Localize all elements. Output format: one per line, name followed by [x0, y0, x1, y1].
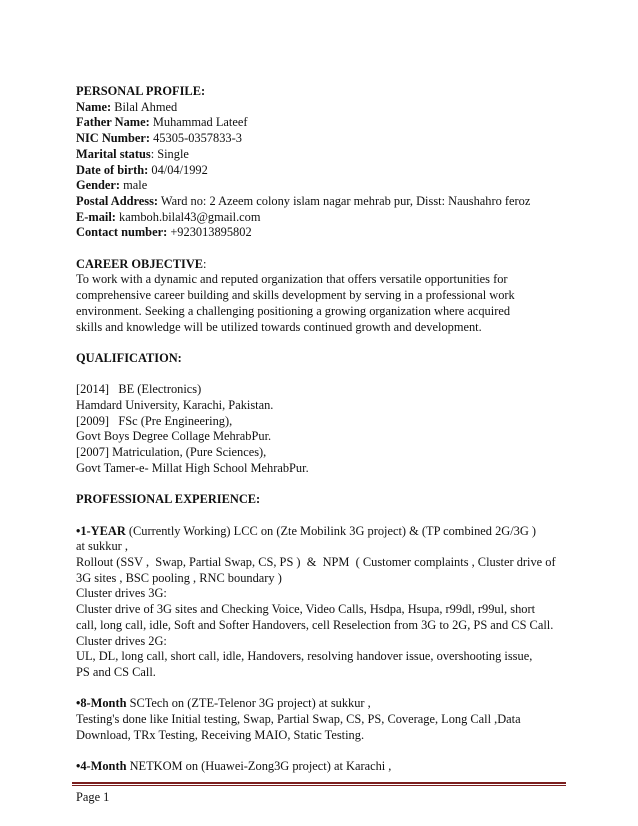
footer-divider — [72, 782, 566, 786]
father-name-row: Father Name: Muhammad Lateef — [76, 115, 248, 130]
job-2-line: Testing's done like Initial testing, Swap, Partial Swap, CS, PS, Coverage, Long Call ,Data — [76, 712, 521, 727]
job-3-title: •4-Month NETKOM on (Huawei-Zong3G project) at Karachi , — [76, 759, 392, 774]
job-1-line: Rollout (SSV , Swap, Partial Swap, CS, PS ) & NPM ( Customer complaints , Cluster drive of — [76, 555, 556, 570]
job-1-line: at sukkur , — [76, 539, 128, 554]
spacer — [76, 335, 576, 351]
qualification-line: Govt Boys Degree Collage MehrabPur. — [76, 429, 272, 444]
qualification-line: Govt Tamer-e- Millat High School MehrabPur. — [76, 460, 309, 475]
postal-address-row: Postal Address: Ward no: 2 Azeem colony islam nagar mehrab pur, Disst: Naushahro feroz — [76, 193, 531, 208]
spacer — [76, 508, 576, 524]
job-1-line: Cluster drives 2G: — [76, 633, 167, 648]
job-1-line: PS and CS Call. — [76, 664, 156, 679]
qualification-line: [2007] Matriculation, (Pure Sciences), — [76, 445, 267, 460]
career-line: environment. Seeking a challenging positioning a growing organization where acquired — [76, 303, 511, 318]
qualification-line: [2009] FSc (Pre Engineering), — [76, 413, 233, 428]
career-line: skills and knowledge will be utilized towards continued growth and development. — [76, 319, 482, 334]
job-2-title: •8-Month SCTech on (ZTE-Telenor 3G project) at sukkur , — [76, 696, 371, 711]
resume-content — [76, 84, 576, 775]
experience-heading: PROFESSIONAL EXPERIENCE: — [76, 492, 261, 507]
marital-row: Marital status: Single — [76, 146, 189, 161]
spacer — [76, 743, 576, 759]
qualification-line: Hamdard University, Karachi, Pakistan. — [76, 398, 274, 413]
qualification-line: [2014] BE (Electronics) — [76, 382, 202, 397]
job-1-line: UL, DL, long call, short call, idle, Handovers, resolving handover issue, overshooting issue, — [76, 649, 533, 664]
personal-profile-heading: PERSONAL PROFILE: — [76, 84, 206, 98]
bullet-icon: • — [76, 523, 81, 538]
career-line: comprehensive career building and skills development by serving in a professional work — [76, 288, 515, 303]
qualification-heading: QUALIFICATION: — [76, 350, 182, 365]
nic-row: NIC Number: 45305-0357833-3 — [76, 131, 242, 146]
job-1-line: 3G sites , BSC pooling , RNC boundary ) — [76, 570, 282, 585]
email-link[interactable]: kamboh.bilal43@gmail.com — [119, 209, 261, 224]
career-line: To work with a dynamic and reputed organization that offers versatile opportunities for — [76, 272, 508, 287]
spacer — [76, 681, 576, 697]
job-1-line: Cluster drive of 3G sites and Checking Voice, Video Calls, Hsdpa, Hsupa, r99dl, r99ul, short — [76, 602, 536, 617]
spacer — [76, 477, 576, 493]
job-1-line: call, long call, idle, Soft and Softer Handovers, cell Reselection from 3G to 2G, PS and CS Call. — [76, 617, 554, 632]
dob-row: Date of birth: 04/04/1992 — [76, 162, 208, 177]
page-number: Page 1 — [76, 790, 110, 804]
bullet-icon: • — [76, 759, 81, 774]
gender-row: Gender: male — [76, 178, 148, 193]
email-row: E-mail: kamboh.bilal43@gmail.com — [76, 209, 261, 224]
career-objective-heading: CAREER OBJECTIVE: — [76, 256, 207, 271]
job-2-line: Download, TRx Testing, Receiving MAIO, Static Testing. — [76, 727, 365, 742]
spacer — [76, 241, 576, 257]
name-row: Name: Bilal Ahmed — [76, 99, 178, 114]
bullet-icon: • — [76, 696, 81, 711]
contact-row: Contact number: +923013895802 — [76, 225, 252, 240]
job-1-line: Cluster drives 3G: — [76, 586, 167, 601]
spacer — [76, 367, 576, 383]
job-1-title: •1-YEAR (Currently Working) LCC on (Zte Mobilink 3G project) & (TP combined 2G/3G ) — [76, 523, 537, 538]
